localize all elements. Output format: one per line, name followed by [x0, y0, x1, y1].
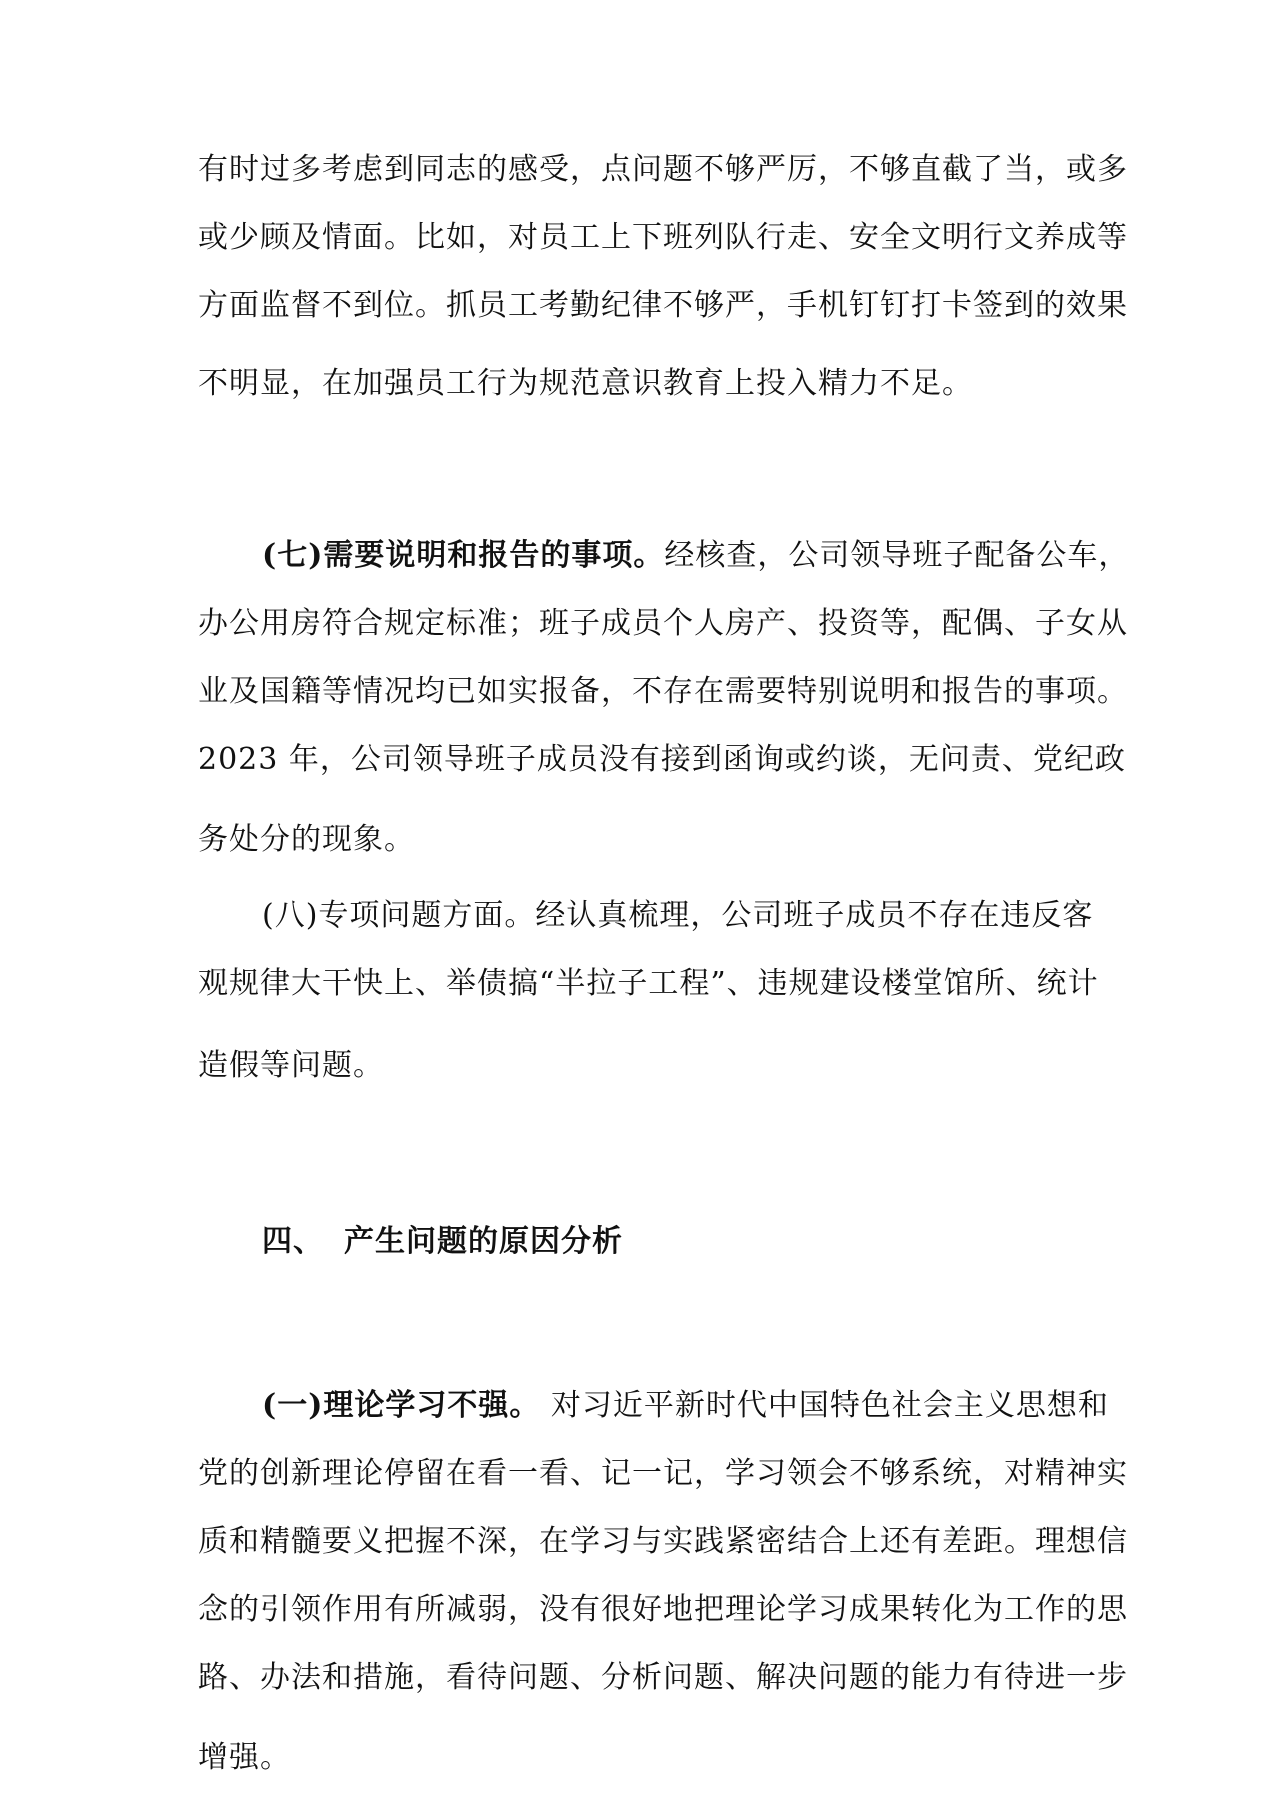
paragraph-line: 不明显，在加强员工行为规范意识教育上投入精力不足。	[198, 366, 973, 401]
paragraph-line: 有时过多考虑到同志的感受，点问题不够严厉，不够直截了当，或多	[198, 152, 1128, 187]
paragraph-line: 2023 年，公司领导班子成员没有接到函询或约谈，无问责、党纪政	[198, 742, 1126, 777]
paragraph-line: 方面监督不到位。抓员工考勤纪律不够严，手机钉钉打卡签到的效果	[198, 288, 1128, 323]
paragraph-7-title: (七)需要说明和报告的事项。	[262, 538, 665, 573]
paragraph-line: 业及国籍等情况均已如实报备，不存在需要特别说明和报告的事项。	[198, 674, 1128, 709]
section-title: 产生问题的原因分析	[344, 1224, 623, 1259]
section-number: 四、	[262, 1224, 324, 1259]
paragraph-line: 或少顾及情面。比如，对员工上下班列队行走、安全文明行文养成等	[198, 220, 1128, 255]
section-heading	[262, 1220, 623, 1264]
paragraph-41-text: 对习近平新时代中国特色社会主义思想和	[540, 1388, 1109, 1423]
paragraph-line: 念的引领作用有所减弱，没有很好地把理论学习成果转化为工作的思	[198, 1592, 1128, 1627]
paragraph-41-title: (一)理论学习不强。	[262, 1388, 541, 1423]
paragraph-line: 办公用房符合规定标准；班子成员个人房产、投资等，配偶、子女从	[198, 606, 1128, 641]
paragraph-7-first-line	[262, 534, 1130, 578]
paragraph-41-first-line	[262, 1384, 1109, 1428]
paragraph-line: 务处分的现象。	[198, 822, 415, 857]
paragraph-line: 质和精髓要义把握不深，在学习与实践紧密结合上还有差距。理想信	[198, 1524, 1128, 1559]
paragraph-line: 造假等问题。	[198, 1048, 384, 1083]
paragraph-8-first-line: (八)专项问题方面。经认真梳理，公司班子成员不存在违反客	[262, 898, 1094, 933]
paragraph-line: 观规律大干快上、举债搞“半拉子工程”、违规建设楼堂馆所、统计	[198, 966, 1099, 1001]
paragraph-7-text: 经核查，公司领导班子配备公车，	[664, 538, 1130, 573]
paragraph-line: 党的创新理论停留在看一看、记一记，学习领会不够系统，对精神实	[198, 1456, 1128, 1491]
paragraph-line: 路、办法和措施，看待问题、分析问题、解决问题的能力有待进一步	[198, 1660, 1128, 1695]
paragraph-line: 增强。	[198, 1740, 291, 1775]
